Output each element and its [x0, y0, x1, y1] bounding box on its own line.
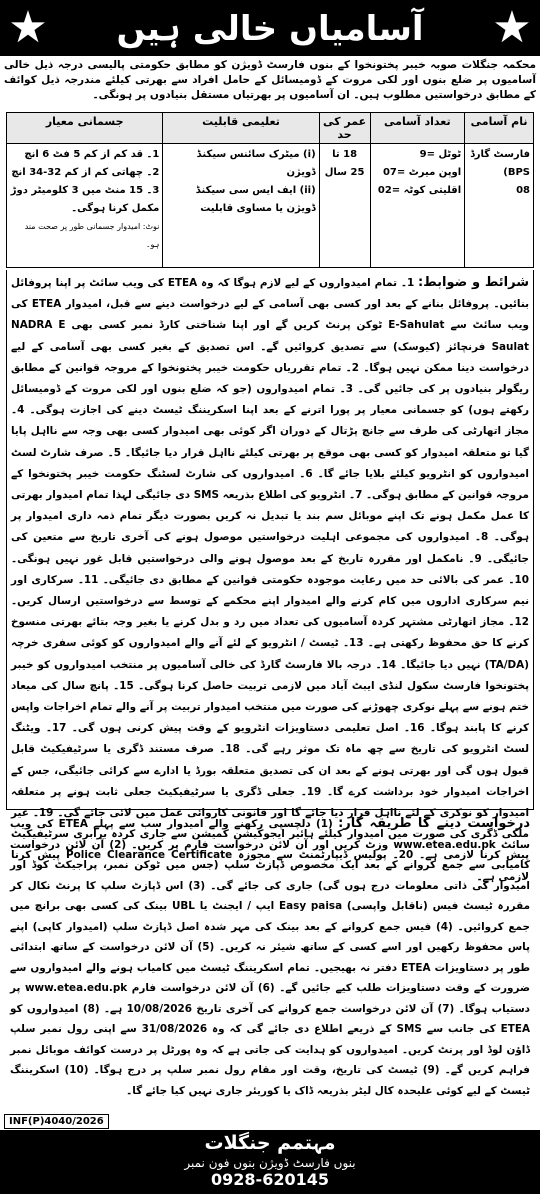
apply-heading: درخواست دینے کا طریقہ کار: [338, 816, 531, 831]
col-header-quantity: تعداد آسامی [370, 113, 465, 144]
col-header-age: عمر کی حد [319, 113, 370, 144]
phys-run: 3۔ 15 منٹ میں 3 کلومیٹر دوڑ مکمل کرنا ہوگی۔ [10, 185, 160, 214]
post-grade: 08 [516, 185, 530, 196]
phys-note: نوٹ: امیدوار جسمانی طور پر صحت مند ہو۔ [24, 222, 160, 249]
table-row [7, 144, 534, 268]
apply-body: (1) دلچسپی رکھنے والے امیدوار سب سے پہلے ETEA کی ویب سائٹ www.etea.edu.pk وزٹ کریں اور آن لائن درخواست فارم پر کریں۔ (2) آن لائن درخواست کامیابی سے جمع کروانے کے بعد ایک مخصوص ڈپازٹ سلپ (جس میں ٹوکن نمبر، پراجیکٹ کوڈ اور امیدوار کی ذاتی معلومات درج ہوں گی) جاری کی جائے گی۔ (3) اس ڈپازٹ سلپ کا پرنٹ نکال کر مقررہ ٹیسٹ فیس (ناقابل واپسی) Easy paisa ایپ / ایجنٹ یا UBL بینک کی کسی بھی برانچ میں جمع کروائیں۔ (4) فیس جمع کروانے کے بعد بینک کی مہر شدہ اصل ڈپازٹ سلپ (امیدوار کاپی) اپنے پاس محفوظ رکھیں اور اسے کسی کے ساتھ شیئر نہ کریں۔ (5) آن لائن درخواست کے ساتھ ابتدائی طور پر دستاویزات ETEA دفتر نہ بھیجیں۔ تمام اسکریننگ ٹیسٹ میں کامیاب ہونے والے امیدواروں سے ضرورت کے وقت دستاویزات طلب کیے جائیں گے۔ (6) آن لائن درخواست فارم www.etea.edu.pk پر دستیاب ہوگا۔ (7) آن لائن درخواست جمع کروانے کی آخری تاریخ 10/08/2026 ہے۔ (8) امیدواروں کو ETEA کی جانب سے SMS کے ذریعے اطلاع دی جائے گی کہ وہ 31/08/2026 سے اپنی رول نمبر سلپ ڈاؤن لوڈ اور پرنٹ کریں۔ امیدواروں کو ہدایت کی جاتی ہے کہ وہ پورٹل پر درست کوائف موبائل نمبر فراہم کریں گے۔ (9) ٹیسٹ کی تاریخ، وقت اور مقام رول نمبر سلپ پر درج ہوگا۔ (10) اسکریننگ ٹیسٹ کے لیے کوئی علیحدہ کال لیٹر بذریعہ ڈاک یا کوریئر جاری نہیں کیا جائے گا۔ [10, 818, 531, 1097]
age-min: 18 تا [332, 149, 358, 160]
vacancy-table [6, 112, 534, 268]
star-icon: ★ [8, 2, 48, 53]
footer-division: بنوں فارسٹ ڈویژن بنوں فون نمبر [184, 1156, 356, 1170]
footer-banner [0, 1130, 540, 1194]
terms-body: 1۔ تمام امیدواروں کے لیے لازم ہوگا کہ وہ ETEA کی ویب سائٹ پر اپنا پروفائل بنائیں۔ پروفائل بنانے کے بعد اور کسی بھی آسامی کے لیے درخواست دینے سے قبل، امیدوار ETEA کی ویب سائٹ سے E-Sahulat ٹوکن پرنٹ کریں گے اور اپنا شناختی کارڈ نمبر کسی بھی NADRA E Saulat فرنچائز (کیوسک) سے تصدیق کروائیں گے۔ اس تصدیق کے بغیر کسی بھی آسامی کے لیے درخواست دینا ممکن نہیں ہوگا۔ 2۔ تمام تقرریاں حکومت خیبر پختونخوا کے مروجہ قوانین کے مطابق ریگولر بنیادوں پر کی جائیں گی۔ 3۔ تمام امیدواروں (جو کہ ضلع بنوں اور لکی مروت کے ڈومیسائل رکھتے ہوں) کو جسمانی معیار پر پورا اترنے کے بعد اپنا اسکریننگ ٹیسٹ دینے کی اجازت ہوگی۔ 4۔ مجاز اتھارٹی کی طرف سے جانچ پڑتال کے دوران اگر کوئی بھی امیدوار کسی بھی وجہ سے نااہل پایا گیا تو متعلقہ امیدوار کو کسی بھی موقع پر بھرتی کیلئے نااہل قرار دیا جائیگا۔ 5۔ صرف شارٹ لسٹ امیدواروں کو انٹرویو کیلئے بلایا جائے گا۔ 6۔ امیدواروں کی شارٹ لسٹنگ حکومت خیبر پختونخوا کے مروجہ قوانین کے مطابق ہوگی۔ 7۔ انٹرویو کی اطلاع بذریعہ SMS دی جائیگی لہذا تمام امیدوار بھرتی کا عمل مکمل ہونے تک اپنے موبائل سم بند یا تبدیل نہ کریں بصورت دیگر تمام ذمہ داری امیدوار پر ہوگی۔ 8۔ امیدواروں کی مجموعی اہلیت درخواستیں موصول ہونے کی آخری تاریخ سے متعین کی جائیگی۔ 9۔ نامکمل اور مقررہ تاریخ کے بعد موصول ہونے والی درخواستیں قابل غور نہیں ہونگی۔ 10۔ عمر کی بالائی حد میں رعایت موجودہ حکومتی قوانین کے مطابق دی جائیگی۔ 11۔ سرکاری اور نیم سرکاری اداروں میں کام کرنے والے امیدوار اپنے محکمے کے توسط سے درخواستیں ارسال کریں۔ 12۔ مجاز اتھارٹی مشتہر کردہ آسامیوں کی تعداد میں رد و بدل کرنے یا بغیر وجہ بتائے بھرتی منسوخ کرنے کا حق محفوظ رکھتی ہے۔ 13۔ ٹیسٹ / انٹرویو کے لئے آنے والے امیدواروں کو کوئی سفری خرچہ (TA/DA) نہیں دیا جائیگا۔ 14۔ درجہ بالا فارسٹ گارڈ کی خالی آسامیوں پر منتخب امیدواروں کو خیبر پختونخوا فارسٹ سکول لنڈی ایبٹ آباد میں لازمی تربیت حاصل کرنا ہوگی۔ 15۔ پانچ سال کی میعاد ختم ہونے سے پہلے نوکری چھوڑنے کی صورت میں منتخب امیدوار تربیت پر آنے والے تمام اخراجات واپس کرنے کا پابند ہوگا۔ 16۔ اصل تعلیمی دستاویزات انٹرویو کے وقت پیش کرنی ہوں گی۔ 17۔ ویٹنگ لسٹ انٹرویو کی تاریخ سے چھ ماہ تک موثر رہے گی۔ 18۔ صرف مستند ڈگری یا سرٹیفیکیٹ قابل قبول ہوں گی اور بھرتی ہونے کے بعد ان کی تصدیق متعلقہ بورڈ یا ادارے سے کرائی جائیگی، جس کے اخراجات امیدوار خود برداشت کرے گا۔ 19۔ جعلی ڈگری یا سرٹیفیکیٹ جعلی ثابت ہونے پر متعلقہ امیدوار کو نوکری کے لئے نااہل قرار دیا جائے گا اور قانونی کاروائی عمل میں لائی جائے گی۔ 19۔ غیر ملکی ڈگری کی صورت میں امیدوار کیلئے ہائیر ایجوکیشن کمیشن سے جاری کردہ برابری سرٹیفیکیٹ پیش کرنا لازمی ہے۔ 20۔ پولیس ڈیپارٹمنٹ سے مجوزہ Police Clearance Certificate پیش کرنا لازمی ہے۔ [11, 277, 530, 883]
header-banner [0, 0, 540, 56]
footer-org: مہتمم جنگلات [204, 1132, 336, 1154]
col-header-physical: جسمانی معیار [7, 113, 163, 144]
phys-height: 1۔ قد کم از کم 5 فٹ 6 انچ [24, 149, 160, 160]
post-bps: (BPS [503, 167, 530, 178]
edu-option-2: (ii) ایف ایس سی سیکنڈ ڈویژن یا مساوی قابلیت [195, 185, 316, 214]
edu-option-1: (i) میٹرک سائنس سیکنڈ ڈویژن [196, 149, 316, 178]
cell-physical [7, 144, 163, 268]
post-name: فارسٹ گارڈ [470, 149, 530, 160]
star-icon: ★ [492, 2, 532, 53]
cell-education [163, 144, 319, 268]
cell-quantity [370, 144, 465, 268]
page-title: آسامیاں خالی ہیں [116, 8, 424, 49]
phys-chest: 2۔ چھاتی کم از کم 32-34 انچ [11, 167, 160, 178]
reference-number: INF(P)4040/2026 [4, 1114, 109, 1129]
col-header-education: تعلیمی قابلیت [163, 113, 319, 144]
qty-total: ٹوٹل =9 [419, 149, 462, 160]
intro-text: محکمہ جنگلات صوبہ خیبر پختونخوا کے بنوں فارسٹ ڈویژن کو مطابق حکومتی پالیسی درجہ ذیل خالی آسامیوں پر ضلع بنوں اور لکی مروت کے ڈومیسائل کے حامل افراد سے بھرتی کیلئے مندرجہ ذیل کوائف کے مطابق درخواستیں مطلوب ہیں۔ ان آسامیوں پر بھرتیاں مستقل بنیادوں پر ہونگی۔ [4, 59, 536, 101]
col-header-post: نام آسامی [465, 113, 534, 144]
qty-open-merit: اوپن میرٹ =07 [382, 167, 462, 178]
footer-phone: 0928-620145 [211, 1170, 329, 1189]
terms-heading: شرائط و ضوابط: [418, 275, 529, 290]
cell-post-name [465, 144, 534, 268]
cell-age [319, 144, 370, 268]
apply-section [6, 812, 534, 1107]
qty-minority: اقلیتی کوٹہ =02 [377, 185, 462, 196]
table-header-row [7, 113, 534, 144]
age-max: 25 سال [324, 167, 365, 178]
